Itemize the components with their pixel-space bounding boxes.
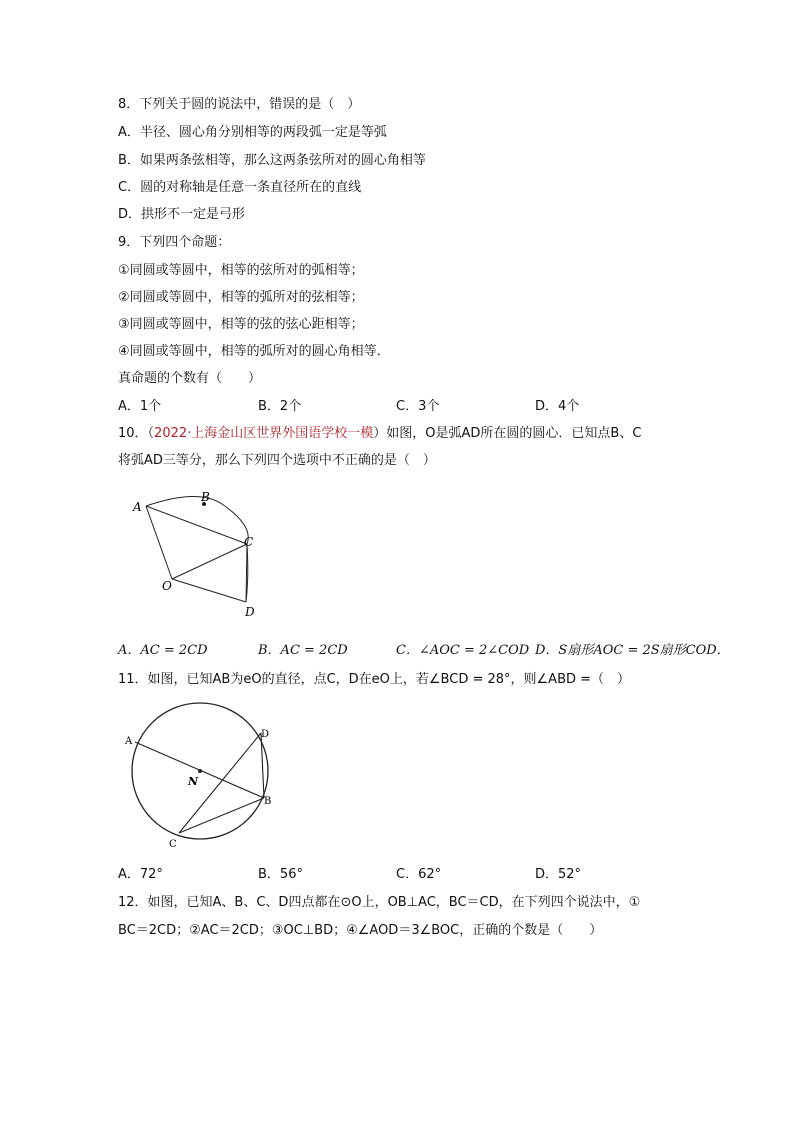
q10-segment-ao <box>146 506 172 579</box>
q10-option-c: C．∠AOC = 2∠COD <box>396 643 530 658</box>
q10-option-a: A．AC = 2CD <box>118 643 208 658</box>
q10-label-b: B <box>201 490 210 504</box>
q10-stem-a: ）如图，O是弧AD所在圆的圆心．已知点B、C <box>373 426 642 441</box>
q10-figure <box>128 486 278 621</box>
q11-figure <box>124 700 284 852</box>
q10-label-a: A <box>133 500 142 514</box>
q10-option-b: B．AC = 2CD <box>258 643 348 658</box>
q12-stem-line2: BC＝2CD；②AC＝2CD；③OC⊥BD；④∠AOD＝3∠BOC，正确的个数是（ ） <box>118 923 603 938</box>
q9-prop-2: ②同圆或等圆中，相等的弧所对的弦相等； <box>118 290 364 305</box>
q12-stem-line1: 12．如图，已知A、B、C、D四点都在⊙O上，OB⊥AC，BC＝CD，在下列四个说法中，① <box>118 895 641 910</box>
q11-label-a: A <box>125 736 133 747</box>
q10-label-d: D <box>245 605 255 619</box>
q11-label-d: D <box>261 729 270 740</box>
q10-label-c: C <box>244 535 254 549</box>
q11-label-b: B <box>264 796 272 807</box>
q11-option-a: A．72° <box>118 867 163 882</box>
q11-option-c: C．62° <box>396 867 442 882</box>
q8-stem: 8．下列关于圆的说法中，错误的是（ ） <box>118 97 361 112</box>
q9-prop-3: ③同圆或等圆中，相等的弦的弦心距相等； <box>118 317 364 332</box>
q9-prop-4: ④同圆或等圆中，相等的弧所对的圆心角相等． <box>118 344 390 359</box>
q10-source[interactable]: 2022·上海金山区世界外国语学校一模 <box>154 426 374 441</box>
q11-label-c: C <box>169 839 177 850</box>
q10-option-d: D．S扇形AOC = 2S扇形COD． <box>535 643 730 658</box>
q10-label-o: O <box>162 579 172 593</box>
q10-stem-line1 <box>118 425 641 443</box>
q8-option-c: C．圆的对称轴是任意一条直径所在的直线 <box>118 180 362 195</box>
q10-segment-oc <box>172 544 247 579</box>
q11-label-n: N <box>188 775 199 788</box>
q9-stem: 9．下列四个命题： <box>118 235 231 250</box>
q11-option-d: D．52° <box>535 867 582 882</box>
q11-stem: 11．如图，已知AB为eO的直径，点C，D在eO上，若∠BCD = 28°，则∠ABD =（ ） <box>118 672 631 687</box>
q9-option-a: A．1个 <box>118 399 162 414</box>
q11-option-b: B．56° <box>258 867 303 882</box>
q10-number: 10．（ <box>118 426 155 441</box>
q9-question: 真命题的个数有（ ） <box>118 371 262 386</box>
q10-stem-line2: 将弧AD三等分，那么下列四个选项中不正确的是（ ） <box>118 453 436 468</box>
q9-option-c: C．3个 <box>396 399 440 414</box>
q9-option-b: B．2个 <box>258 399 302 414</box>
q11-center-point <box>198 769 202 773</box>
q8-option-b: B．如果两条弦相等，那么这两条弦所对的圆心角相等 <box>118 153 426 168</box>
q9-prop-1: ①同圆或等圆中，相等的弦所对的弧相等； <box>118 263 364 278</box>
q8-option-d: D．拱形不一定是弓形 <box>118 207 246 222</box>
q10-segment-od <box>172 579 246 602</box>
q9-option-d: D．4个 <box>535 399 580 414</box>
q8-option-a: A．半径、圆心角分别相等的两段弧一定是等弧 <box>118 125 387 140</box>
